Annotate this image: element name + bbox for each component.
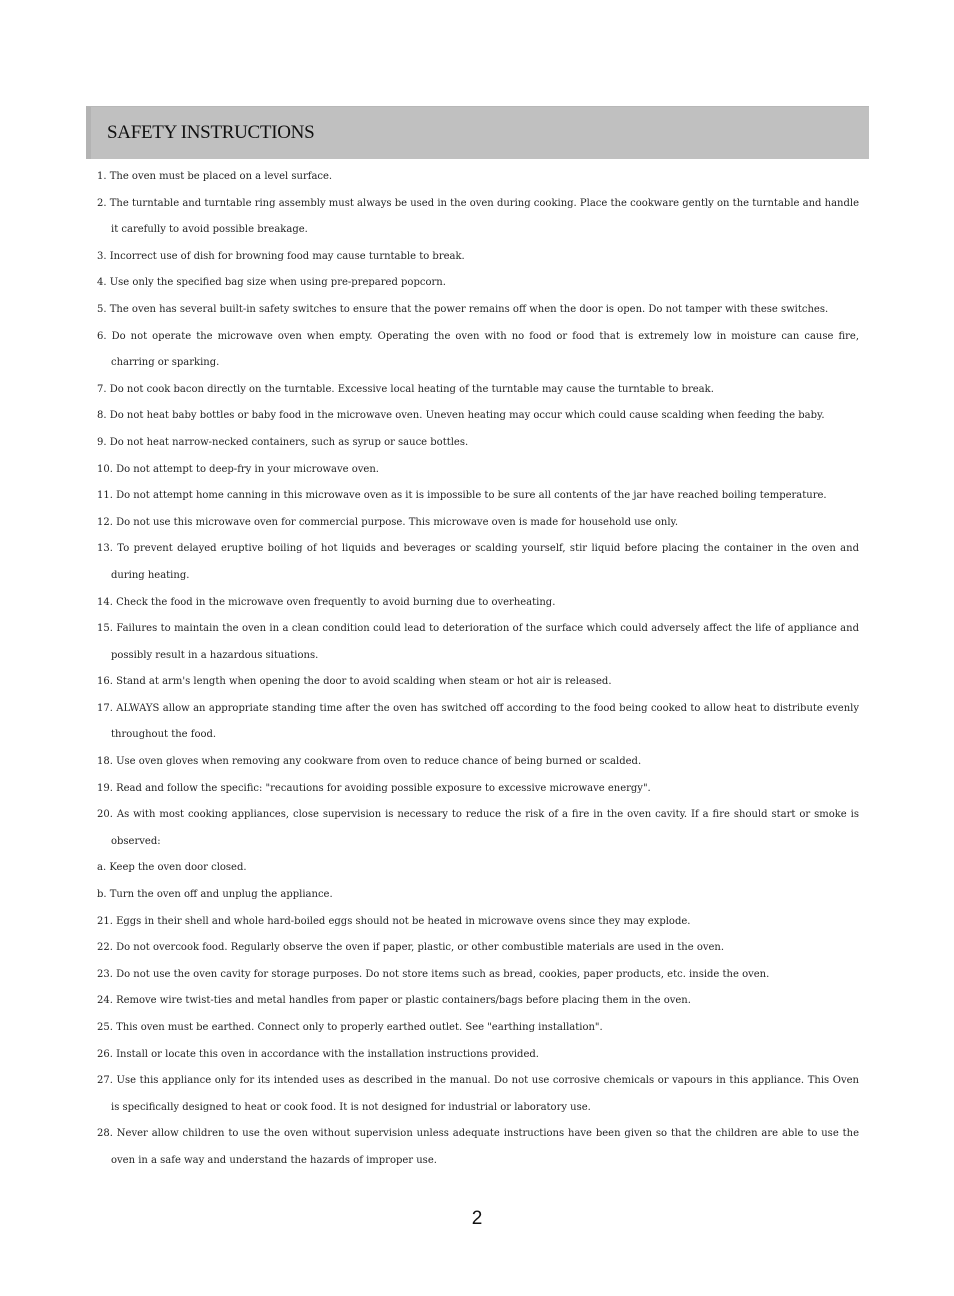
list-item: 22. Do not overcook food. Regularly observe the oven if paper, plastic, or other combustible materials are used in the oven. [97, 942, 725, 954]
safety-instructions-list [97, 164, 859, 1175]
list-item: 4. Use only the specified bag size when using pre-prepared popcorn. [97, 277, 446, 289]
list-item: 16. Stand at arm's length when opening the door to avoid scalding when steam or hot air is released. [97, 676, 612, 688]
list-item: 1. The oven must be placed on a level surface. [97, 171, 333, 182]
list-item: 28. Never allow children to use the oven without supervision unless adequate instructions have been given so that the children are able to use the oven in a safe way and understand the hazards of improper use. [97, 1128, 859, 1166]
list-item: 15. Failures to maintain the oven in a clean condition could lead to deterioration of the surface which could adversely affect the life of appliance and possibly result in a hazardous situations. [97, 623, 859, 661]
list-item: 9. Do not heat narrow-necked containers, such as syrup or sauce bottles. [97, 436, 469, 448]
page-title: SAFETY INSTRUCTIONS [107, 122, 315, 143]
list-item: 5. The oven has several built-in safety switches to ensure that the power remains off when the door is open. Do not tamper with these switches. [97, 303, 829, 315]
list-item: 21. Eggs in their shell and whole hard-boiled eggs should not be heated in microwave ovens since they may explode. [97, 915, 691, 927]
list-item: 24. Remove wire twist-ties and metal handles from paper or plastic containers/bags before placing them in the oven. [97, 995, 691, 1007]
list-item: b. Turn the oven off and unplug the appliance. [97, 889, 333, 901]
list-item: 19. Read and follow the specific: "recautions for avoiding possible exposure to excessive microwave energy". [97, 782, 651, 794]
list-item: 8. Do not heat baby bottles or baby food in the microwave oven. Uneven heating may occur which could cause scalding when feeding the baby. [97, 410, 825, 422]
list-item: 18. Use oven gloves when removing any cookware from oven to reduce chance of being burned or scalded. [97, 756, 642, 768]
list-item: 13. To prevent delayed eruptive boiling of hot liquids and beverages or scalding yourself, stir liquid before placing the container in the oven and during heating. [97, 543, 859, 581]
section-header-bar [86, 106, 869, 159]
list-item: 6. Do not operate the microwave oven when empty. Operating the oven with no food or food that is extremely low in moisture can cause fire, charring or sparking. [97, 330, 859, 369]
list-item: a. Keep the oven door closed. [97, 862, 247, 874]
list-item: 25. This oven must be earthed. Connect only to properly earthed outlet. See "earthing installation". [97, 1022, 603, 1033]
list-item: 12. Do not use this microwave oven for commercial purpose. This microwave oven is made for household use only. [97, 516, 679, 528]
list-item: 14. Check the food in the microwave oven frequently to avoid burning due to overheating. [97, 596, 556, 608]
list-item: 26. Install or locate this oven in accordance with the installation instructions provided. [97, 1048, 539, 1060]
list-item: 20. As with most cooking appliances, close supervision is necessary to reduce the risk of a fire in the oven cavity. If a fire should start or smoke is observed: [97, 809, 859, 847]
page-number: 2 [471, 1208, 483, 1229]
list-item: 11. Do not attempt home canning in this microwave oven as it is impossible to be sure all contents of the jar have reached boiling temperature. [97, 490, 827, 502]
list-item: 27. Use this appliance only for its intended uses as described in the manual. Do not use corrosive chemicals or vapours in this appliance. This Oven is specifically designed to heat or cook food. It is not designed for industrial or laboratory use. [97, 1075, 859, 1113]
list-item: 3. Incorrect use of dish for browning food may cause turntable to break. [97, 250, 465, 262]
list-item: 10. Do not attempt to deep-fry in your microwave oven. [97, 463, 379, 475]
list-item: 17. ALWAYS allow an appropriate standing time after the oven has switched off according to the food being cooked to allow heat to distribute evenly throughout the food. [97, 702, 859, 741]
list-item: 23. Do not use the oven cavity for storage purposes. Do not store items such as bread, cookies, paper products, etc. inside the oven. [97, 968, 770, 980]
list-item: 7. Do not cook bacon directly on the turntable. Excessive local heating of the turntable may cause the turntable to break. [97, 383, 714, 395]
list-item: 2. The turntable and turntable ring assembly must always be used in the oven during cooking. Place the cookware gently on the turntable and handle it carefully to avoid possible breakage. [97, 197, 859, 236]
